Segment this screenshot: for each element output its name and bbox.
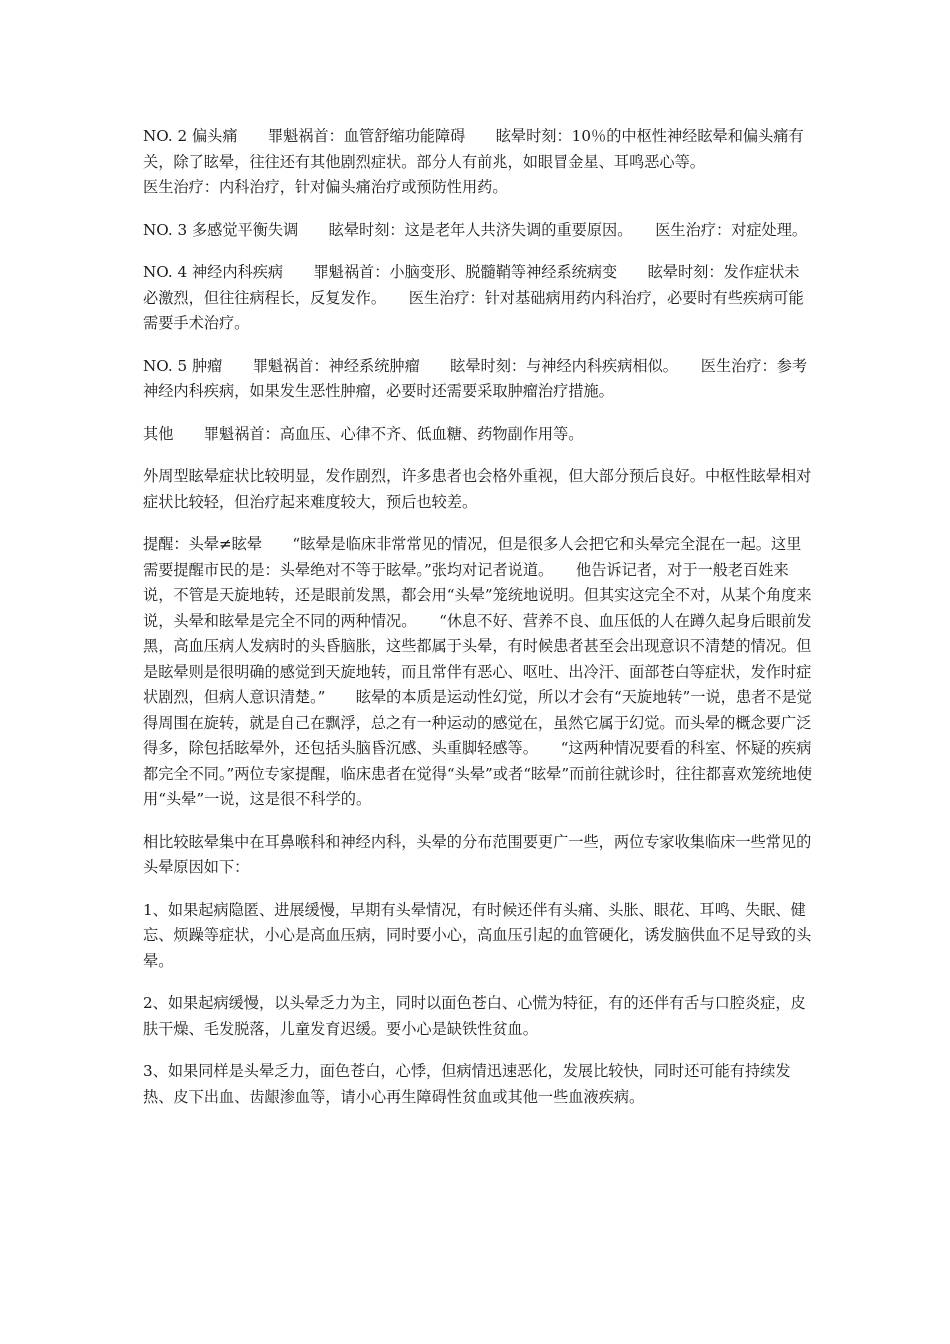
paragraph-tumor: NO. 5 肿瘤 罪魁祸首：神经系统肿瘤 眩晕时刻：与神经内科疾病相似。 医生治疗：参考神经内科疾病，如果发生恶性肿瘤，必要时还需要采取肿瘤治疗措施。 bbox=[143, 356, 808, 400]
document-body bbox=[143, 124, 813, 1127]
paragraph-cause-3: 3、如果同样是头晕乏力，面色苍白，心悸，但病情迅速恶化，发展比较快，同时还可能有持续发热、皮下出血、齿龈渗血等，请小心再生障碍性贫血或其他一些血液疾病。 bbox=[143, 1062, 791, 1106]
paragraph-neurology-disease: NO. 4 神经内科疾病 罪魁祸首：小脑变形、脱髓鞘等神经系统病变 眩晕时刻：发作症状未必激烈，但往往病程长，反复发作。 医生治疗：针对基础病用药内科治疗，必要时有些疾病可能需要手术治疗。 bbox=[143, 263, 804, 332]
paragraph-migraine: NO. 2 偏头痛 罪魁祸首：血管舒缩功能障碍 眩晕时刻：10％的中枢性神经眩晕和偏头痛有关，除了眩晕，往往还有其他剧烈症状。部分人有前兆，如眼冒金星、耳鸣恶心等。 医生治疗：内科治疗，针对偏头痛治疗或预防性用药。 bbox=[143, 127, 804, 196]
paragraph-cause-2: 2、如果起病缓慢，以头晕乏力为主，同时以面色苍白、心慌为特征，有的还伴有舌与口腔炎症，皮肤干燥、毛发脱落，儿童发育迟缓。要小心是缺铁性贫血。 bbox=[143, 994, 806, 1038]
paragraph-other-causes: 其他 罪魁祸首：高血压、心律不齐、低血糖、药物副作用等。 bbox=[143, 424, 584, 443]
paragraph-reminder: 提醒：头晕≠眩晕 “眩晕是临床非常常见的情况，但是很多人会把它和头晕完全混在一起。这里需要提醒市民的是：头晕绝对不等于眩晕。”张均对记者说道。 他告诉记者，对于一般老百姓来说，不管是天旋地转，还是眼前发黑，都会用“头晕”笼统地说明。但其实这完全不对，从某个角度来说，头晕和眩晕是完全不同的两种情况。 “休息不好、营养不良、血压低的人在蹲久起身后眼前发黑，高血压病人发病时的头昏脑胀，这些都属于头晕，有时候患者甚至会出现意识不清楚的情况。但是眩晕则是很明确的感觉到天旋地转，而且常伴有恶心、呕吐、出冷汗、面部苍白等症状，发作时症状剧烈，但病人意识清楚。” 眩晕的本质是运动性幻觉，所以才会有“天旋地转”一说，患者不是觉得周围在旋转，就是自己在飘浮，总之有一种运动的感觉在，虽然它属于幻觉。而头晕的概念要广泛得多，除包括眩晕外，还包括头脑昏沉感、头重脚轻感等。 “这两种情况要看的科室、怀疑的疾病都完全不同。”两位专家提醒，临床患者在觉得“头晕”或者“眩晕”而前往就诊时，往往都喜欢笼统地使用“头晕”一说，这是很不科学的。 bbox=[143, 535, 813, 808]
paragraph-cause-1: 1、如果起病隐匿、进展缓慢，早期有头晕情况，有时候还伴有头痛、头胀、眼花、耳鸣、失眠、健忘、烦躁等症状，小心是高血压病，同时要小心，高血压引起的血管硬化，诱发脑供血不足导致的头晕。 bbox=[143, 900, 812, 970]
paragraph-balance-disorder: NO. 3 多感觉平衡失调 眩晕时刻：这是老年人共济失调的重要原因。 医生治疗：对症处理。 bbox=[143, 220, 808, 239]
paragraph-peripheral-vs-central: 外周型眩晕症状比较明显，发作剧烈，许多患者也会格外重视，但大部分预后良好。中枢性眩晕相对症状比较轻，但治疗起来难度较大，预后也较差。 bbox=[143, 467, 812, 511]
paragraph-dizziness-intro: 相比较眩晕集中在耳鼻喉科和神经内科，头晕的分布范围要更广一些，两位专家收集临床一些常见的头晕原因如下： bbox=[143, 832, 812, 876]
